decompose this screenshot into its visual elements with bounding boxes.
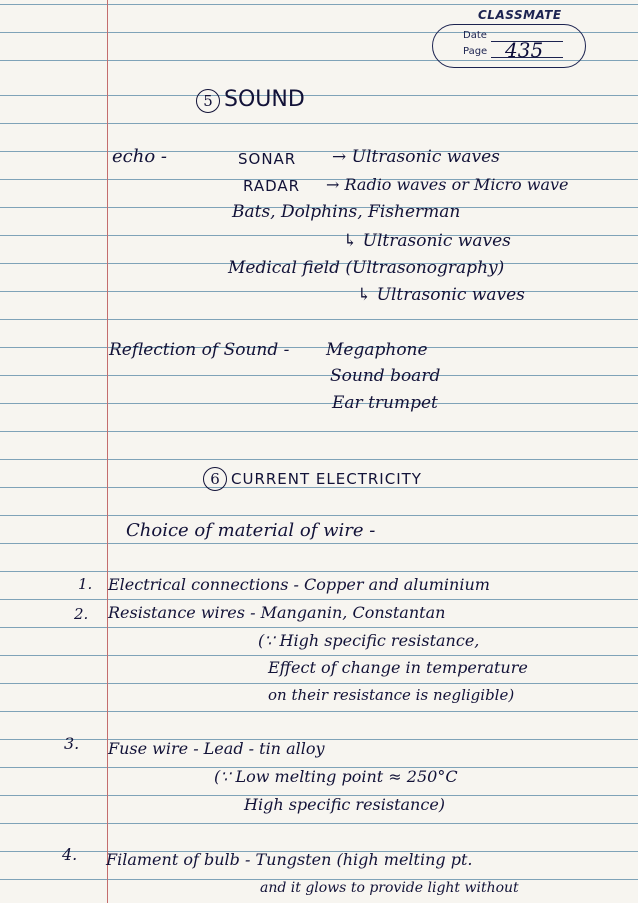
section-title: SOUND [224,87,305,112]
echo-label: echo - [112,146,167,167]
page-number: 435 [505,38,544,62]
item-text: Effect of change in temperature [268,658,528,677]
item-text: Resistance wires - Manganin, Constantan [108,603,446,622]
item-text: (∵ Low melting point ≈ 250°C [214,767,458,786]
reflection-item: Sound board [330,366,441,386]
item-number: 2. [74,605,89,623]
item-text: Filament of bulb - Tungsten (high melting pt. [106,850,473,869]
item-number: 3. [64,734,80,753]
sonar-label: SONAR [238,150,297,168]
item-text: Fuse wire - Lead - tin alloy [108,739,325,758]
section-title: CURRENT ELECTRICITY [231,470,422,488]
date-label: Date [463,30,487,41]
margin-line [107,0,108,903]
item-number: 1. [78,575,93,593]
medical-line: Medical field (Ultrasonography) [228,258,505,278]
radar-value: → Radio waves or Micro wave [326,175,569,194]
section-5-heading [196,87,305,113]
item-text: (∵ High specific resistance, [258,631,480,650]
bats-value: ↳ Ultrasonic waves [343,231,511,251]
notebook-brand: CLASSMATE [478,8,562,22]
choice-heading: Choice of material of wire - [126,520,376,541]
reflection-item: Megaphone [326,340,428,360]
radar-label: RADAR [243,177,301,195]
item-text: and it glows to provide light without [260,880,519,896]
item-text: on their resistance is negligible) [268,686,515,704]
item-text: Electrical connections - Copper and aluminium [108,575,490,594]
section-6-heading [203,467,422,491]
bats-line: Bats, Dolphins, Fisherman [232,202,461,222]
medical-value: ↳ Ultrasonic waves [357,285,525,305]
section-number: 5 [196,89,220,113]
sonar-value: → Ultrasonic waves [332,147,500,167]
reflection-item: Ear trumpet [332,393,438,413]
page-label: Page [463,46,488,57]
item-text: High specific resistance) [244,795,446,814]
item-number: 4. [62,845,78,864]
reflection-label: Reflection of Sound - [109,340,290,360]
section-number: 6 [203,467,227,491]
